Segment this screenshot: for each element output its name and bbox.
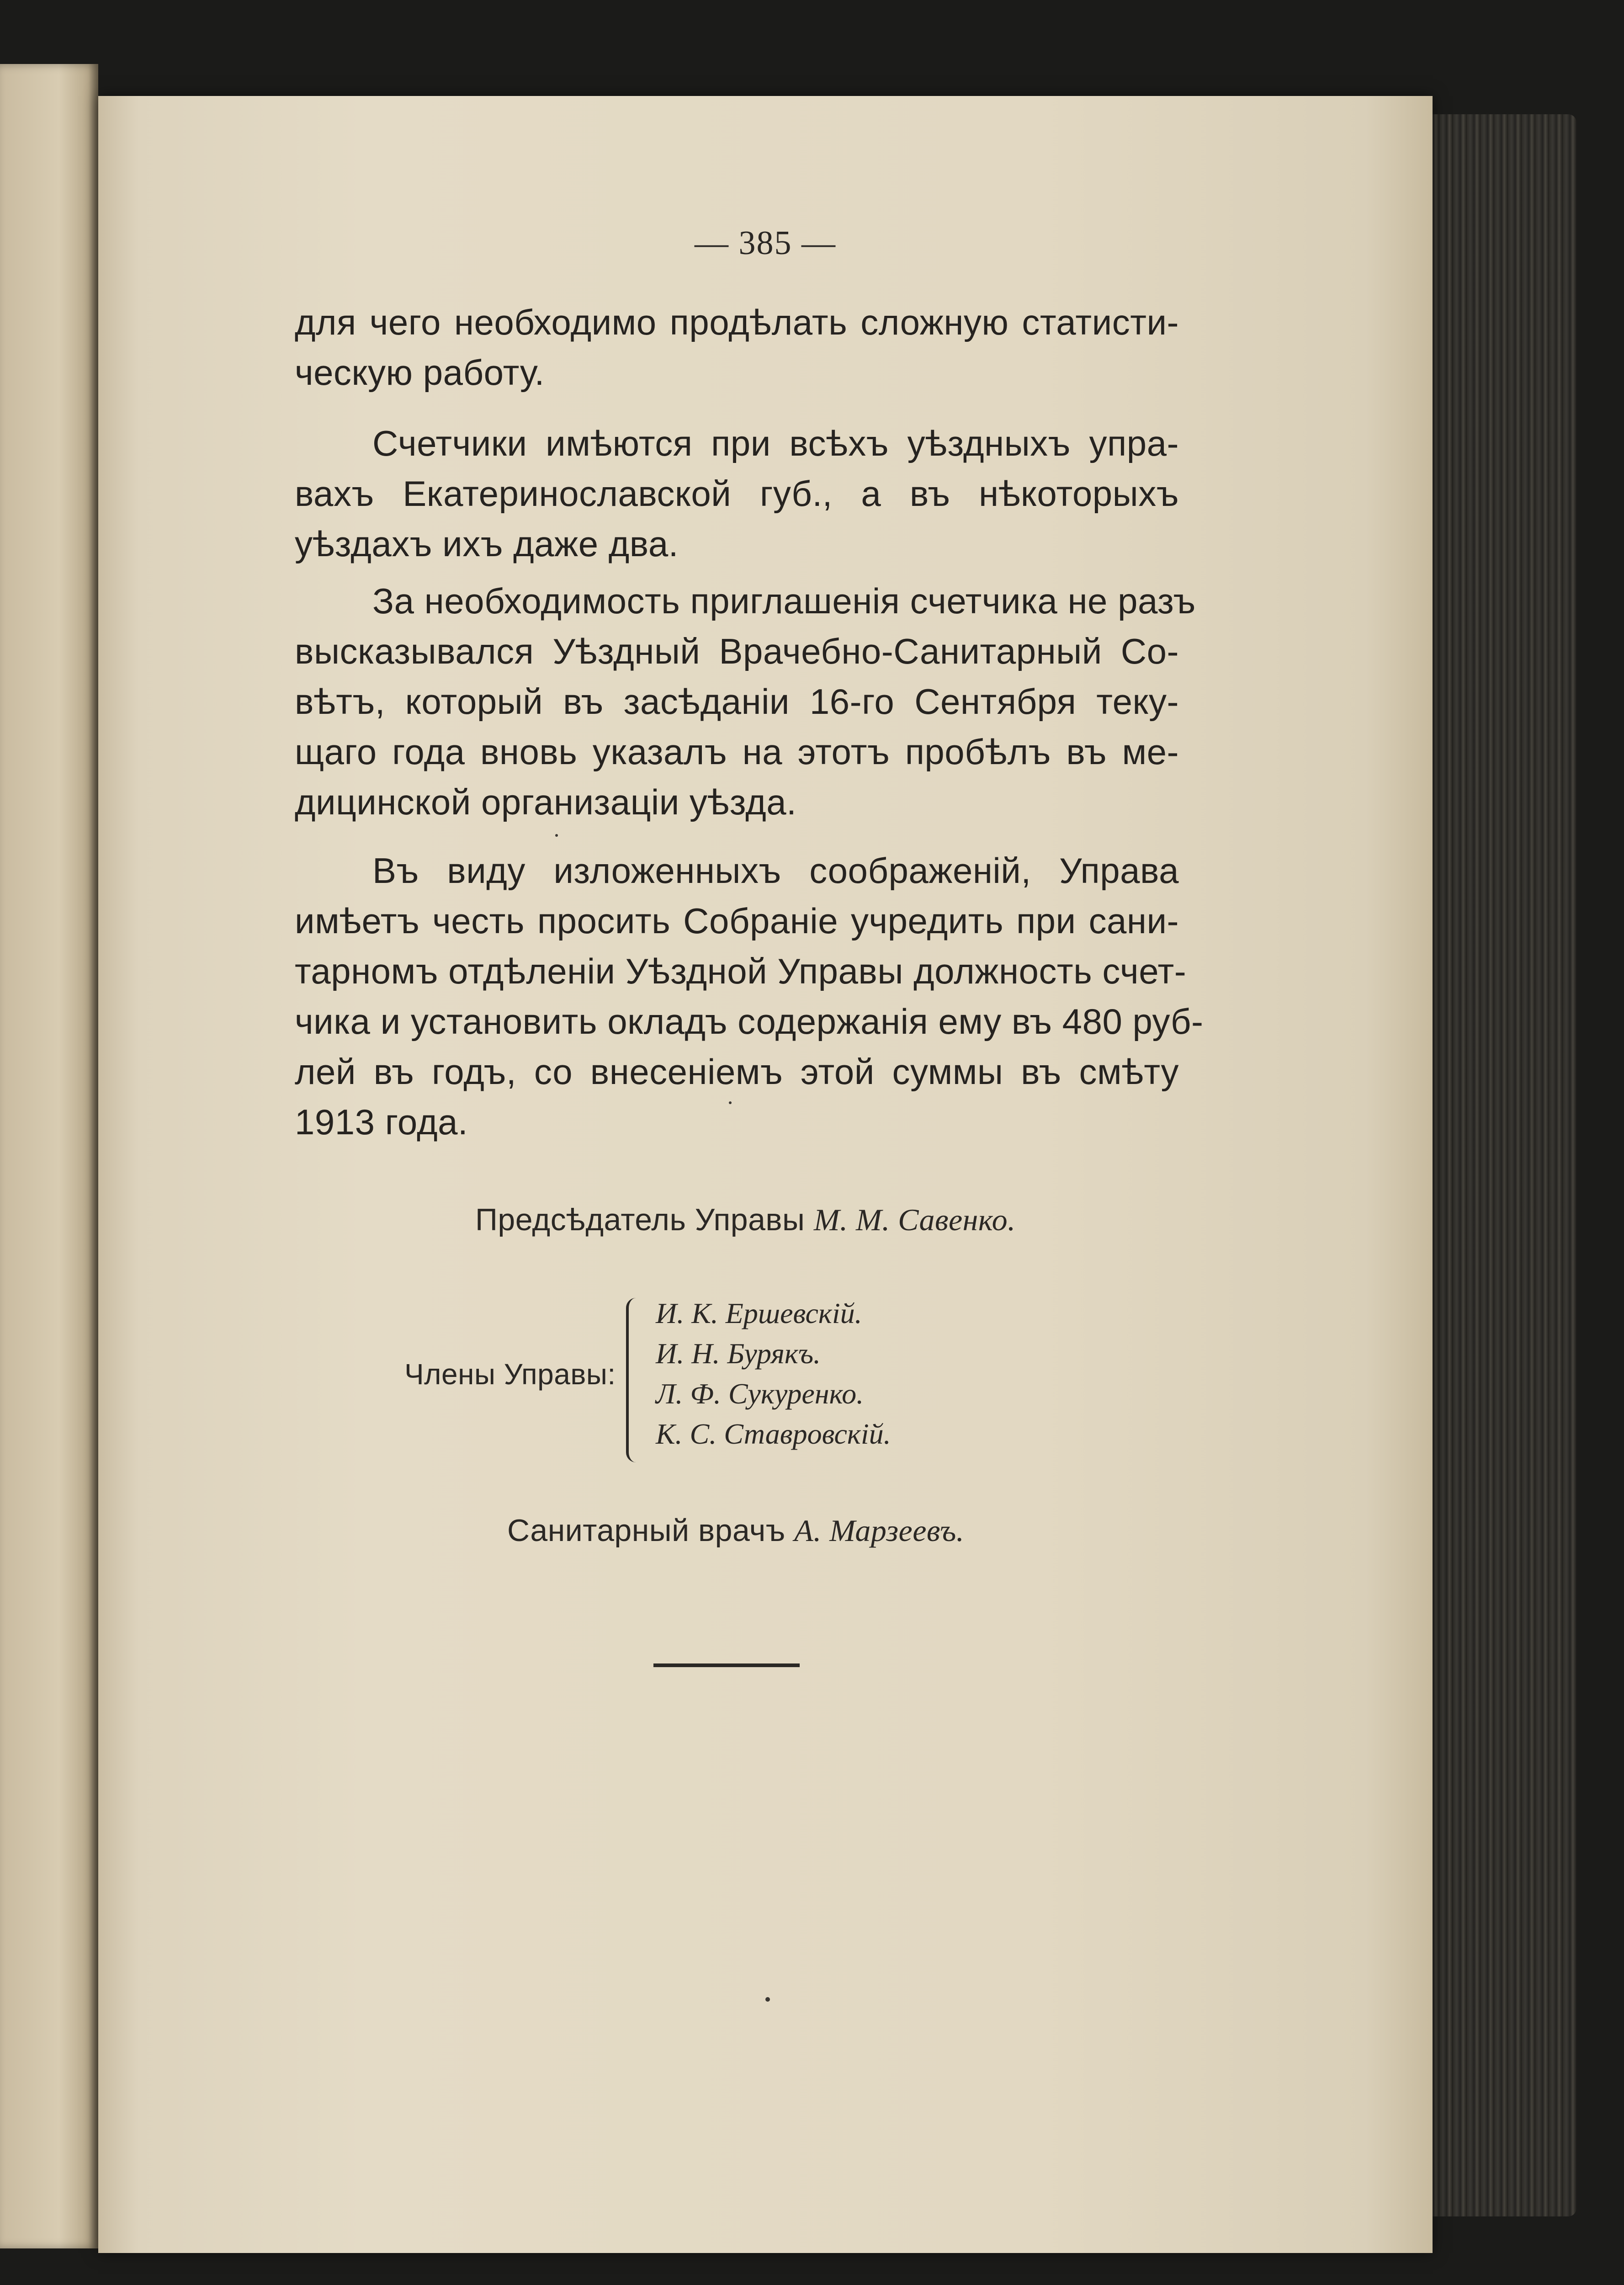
text-line: лей въ годъ, со внесеніемъ этой суммы въ смѣту [295, 1052, 1179, 1092]
closing-rule [653, 1663, 800, 1667]
text-line: 1913 года. [295, 1102, 468, 1142]
chairman-signature [475, 1202, 1016, 1238]
member-name: Л. Ф. Сукуренко. [656, 1377, 864, 1410]
paper-speck [765, 1997, 770, 2002]
text-line: Счетчики имѣются при всѣхъ уѣздныхъ упра- [372, 423, 1179, 463]
chairman-name: М. М. Савенко. [813, 1202, 1016, 1237]
text-line: тарномъ отдѣленіи Уѣздной Управы должность счет- [295, 951, 1187, 991]
doctor-title: Санитарный врачъ [507, 1513, 785, 1548]
paragraph-4 [295, 845, 1204, 1147]
members-brace [626, 1298, 639, 1462]
member-name: И. Н. Бурякъ. [656, 1337, 821, 1370]
member-name: И. К. Ершевскій. [656, 1297, 862, 1329]
chairman-title: Предсѣдатель Управы [475, 1202, 805, 1237]
text-line: высказывался Уѣздный Врачебно-Санитарный Со- [295, 631, 1179, 671]
paragraph-1 [295, 297, 1179, 398]
doctor-signature [507, 1513, 964, 1549]
text-line: дицинской организаціи уѣзда. [295, 782, 797, 822]
paragraph-3 [295, 576, 1196, 827]
document-page [98, 96, 1433, 2253]
text-line: чика и установить окладъ содержанія ему въ 480 руб- [295, 1001, 1204, 1042]
text-line: Въ виду изложенныхъ соображеній, Управа [372, 850, 1179, 891]
text-line: За необходимость приглашенія счетчика не разъ [372, 581, 1196, 621]
members-list [656, 1293, 891, 1454]
text-line: вахъ Екатеринославской губ., а въ нѣкоторыхъ [295, 473, 1179, 514]
text-line: щаго года вновь указалъ на этотъ пробѣлъ въ ме- [295, 732, 1179, 772]
text-line: имѣетъ честь просить Собраніе учредить при сани- [295, 901, 1179, 941]
paper-speck [555, 834, 558, 837]
doctor-name: А. Марзеевъ. [794, 1513, 965, 1548]
text-line: для чего необходимо продѣлать сложную статисти- [295, 302, 1179, 342]
text-line: ческую работу. [295, 352, 545, 393]
member-name: К. С. Ставровскій. [656, 1418, 891, 1450]
text-line: вѣтъ, который въ засѣданіи 16-го Сентября теку- [295, 681, 1179, 722]
paper-speck [729, 1101, 732, 1104]
paragraph-2 [295, 418, 1179, 569]
book-page-edges [1426, 114, 1576, 2216]
text-line: уѣздахъ ихъ даже два. [295, 524, 679, 564]
page-number: — 385 — [695, 224, 836, 262]
facing-page-edge [0, 64, 98, 2248]
members-label: Члены Управы: [404, 1358, 616, 1391]
